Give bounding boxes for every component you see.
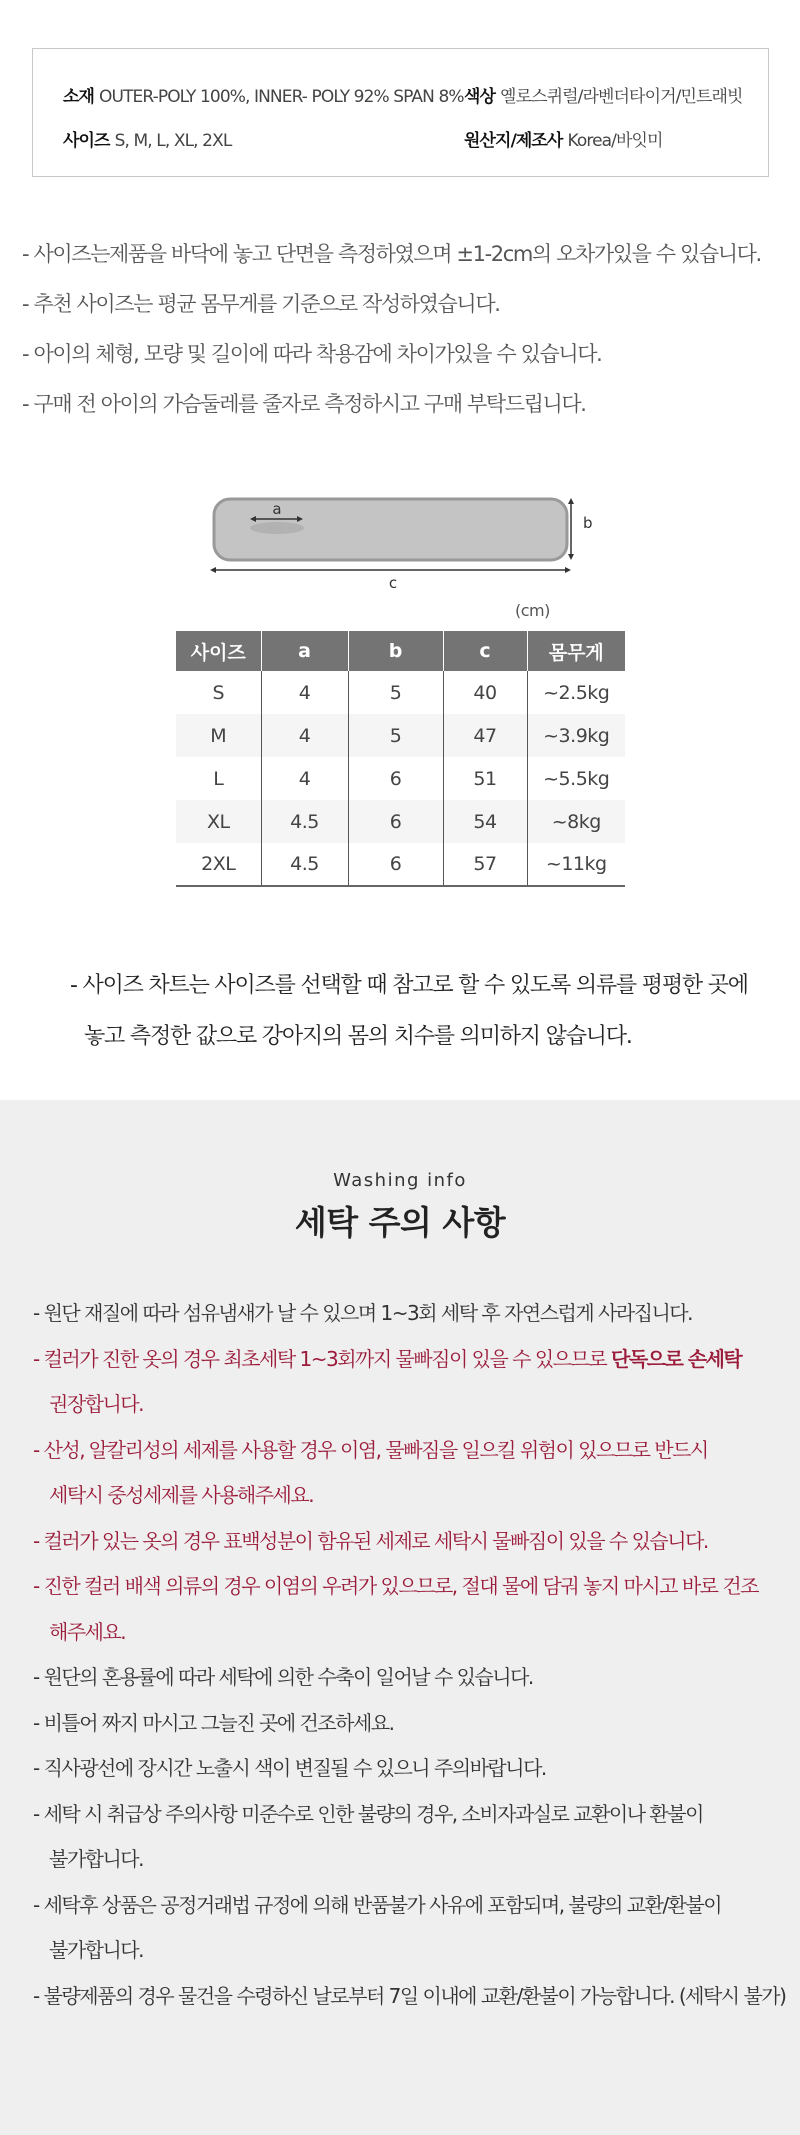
washing-title: 세탁 주의 사항 [294, 1203, 506, 1242]
header-size: 사이즈 [176, 631, 261, 671]
spec-material [63, 82, 464, 107]
cell-weight: ~3.9kg [527, 714, 625, 757]
cell-a: 4.5 [261, 800, 348, 843]
washing-item-text: 세탁시 중성세제를 사용해주세요. [49, 1483, 314, 1507]
table-row [176, 800, 625, 843]
arrowhead-icon [568, 554, 574, 560]
washing-list [33, 1291, 795, 2019]
cell-a: 4 [261, 671, 348, 714]
washing-item-text: - 원단의 혼용률에 따라 세탁에 의한 수축이 일어날 수 있습니다. [33, 1665, 533, 1689]
collar-inner-shade [250, 522, 304, 534]
table-row [176, 843, 625, 886]
table-row [176, 714, 625, 757]
washing-item-text: - 세탁 시 취급상 주의사항 미준수로 인한 불량의 경우, 소비자과실로 교환이나 환불이 [33, 1801, 703, 1826]
washing-item [33, 1428, 795, 1474]
size-notes [22, 229, 792, 429]
label-a: a [272, 500, 282, 518]
washing-item-text: 권장합니다. [49, 1392, 143, 1416]
cell-size: L [213, 767, 224, 790]
spec-material-value: OUTER-POLY 100%, INNER- POLY 92% SPAN 8% [99, 87, 464, 107]
size-note: - 아이의 체형, 모량 및 길이에 따라 착용감에 차이가있을 수 있습니다. [22, 342, 602, 366]
cell-weight: ~11kg [527, 843, 625, 886]
washing-item [33, 1837, 795, 1883]
spec-origin-value: Korea/바잇미 [567, 131, 663, 151]
measurement-diagram [205, 492, 605, 592]
washing-item [33, 1701, 795, 1747]
cell-size: S [212, 681, 225, 704]
washing-item [33, 1655, 795, 1701]
cell-a: 4.5 [261, 843, 348, 886]
washing-item-text: 해주세요. [49, 1619, 126, 1644]
label-c: c [388, 574, 398, 592]
chart-note-line: 놓고 측정한 값으로 강아지의 몸의 치수를 의미하지 않습니다. [84, 1024, 632, 1049]
washing-item-text: 불가합니다. [49, 1938, 143, 1962]
spec-size-value: S, M, L, XL, 2XL [114, 131, 232, 151]
cell-c: 54 [443, 800, 527, 843]
washing-item [33, 1382, 795, 1428]
spec-origin-label: 원산지/제조사 [464, 131, 563, 151]
header-a: a [261, 631, 348, 671]
washing-item [33, 1564, 795, 1610]
washing-item [33, 1337, 795, 1383]
cell-b: 5 [348, 714, 443, 757]
unit-label: (cm) [515, 601, 550, 620]
cell-weight: ~2.5kg [527, 671, 625, 714]
washing-item [33, 1610, 795, 1656]
product-spec-box [32, 48, 769, 177]
size-note: - 구매 전 아이의 가슴둘레를 줄자로 측정하시고 구매 부탁드립니다. [22, 392, 586, 416]
washing-subtitle: Washing info [333, 1170, 467, 1191]
cell-c: 40 [443, 671, 527, 714]
washing-item-text: - 컬러가 있는 옷의 경우 표백성분이 함유된 세제로 세탁시 물빠짐이 있을 수 있습니다. [33, 1528, 708, 1553]
size-table [176, 631, 625, 887]
washing-item-text: - 진한 컬러 배색 의류의 경우 이염의 우려가 있으므로, 절대 물에 담궈 놓지 마시고 바로 건조 [33, 1574, 758, 1598]
arrowhead-icon [565, 567, 571, 573]
size-chart-note [70, 960, 770, 1062]
spec-size-label: 사이즈 [63, 131, 110, 151]
arrowhead-icon [210, 567, 216, 573]
cell-size: 2XL [176, 843, 261, 886]
washing-item-text: - 비틀어 짜지 마시고 그늘진 곳에 건조하세요. [33, 1710, 394, 1735]
table-row [176, 671, 625, 714]
cell-weight: ~8kg [527, 800, 625, 843]
spec-size [63, 126, 231, 151]
washing-info-section [0, 1100, 800, 2135]
cell-c: 47 [443, 714, 527, 757]
cell-b: 6 [348, 757, 443, 800]
spec-color [464, 82, 743, 107]
cell-c: 51 [443, 757, 527, 800]
cell-weight: ~5.5kg [527, 757, 625, 800]
washing-item-text: - 컬러가 진한 옷의 경우 최초세탁 1~3회까지 물빠짐이 있을 수 있으므로 [33, 1346, 611, 1371]
washing-item-text: - 직사광선에 장시간 노출시 색이 변질될 수 있으니 주의바랍니다. [33, 1756, 546, 1780]
washing-item [33, 1974, 795, 2020]
arrowhead-icon [568, 498, 574, 504]
table-row [176, 757, 625, 800]
washing-item-emphasis: 단독으로 손세탁 [611, 1346, 742, 1371]
cell-c: 57 [443, 843, 527, 886]
size-note: - 추천 사이즈는 평균 몸무게를 기준으로 작성하였습니다. [22, 292, 500, 316]
size-note: - 사이즈는제품을 바닥에 놓고 단면을 측정하였으며 ±1-2cm의 오차가있을 수 있습니다. [22, 242, 761, 266]
cell-b: 6 [348, 843, 443, 886]
washing-item-text: - 산성, 알칼리성의 세제를 사용할 경우 이염, 물빠짐을 일으킬 위험이 있으므로 반드시 [33, 1437, 708, 1462]
washing-item [33, 1792, 795, 1838]
header-c: c [443, 631, 527, 671]
chart-note-line: - 사이즈 차트는 사이즈를 선택할 때 참고로 할 수 있도록 의류를 평평한 곳에 [70, 973, 748, 998]
spec-color-label: 색상 [464, 87, 496, 107]
spec-color-value: 옐로스퀴럴/라벤더타이거/민트래빗 [500, 87, 743, 107]
washing-item [33, 1746, 795, 1792]
table-header-row [176, 631, 625, 671]
label-b: b [583, 514, 593, 532]
washing-item-text: - 세탁후 상품은 공정거래법 규정에 의해 반품불가 사유에 포함되며, 불량의 교환/환불이 [33, 1892, 722, 1917]
washing-item-text: - 불량제품의 경우 물건을 수령하신 날로부터 7일 이내에 교환/환불이 가능합니다. (세탁시 불가) [33, 1983, 786, 2008]
cell-size: XL [176, 800, 261, 843]
header-b: b [348, 631, 443, 671]
washing-item [33, 1519, 795, 1565]
cell-a: 4 [261, 714, 348, 757]
washing-item [33, 1928, 795, 1974]
washing-item [33, 1291, 795, 1337]
header-weight: 몸무게 [527, 631, 625, 671]
cell-b: 6 [348, 800, 443, 843]
cell-a: 4 [261, 757, 348, 800]
washing-item-text: 불가합니다. [49, 1847, 143, 1871]
washing-item [33, 1473, 795, 1519]
cell-b: 5 [348, 671, 443, 714]
spec-origin [464, 126, 663, 151]
washing-item [33, 1883, 795, 1929]
spec-material-label: 소재 [63, 87, 95, 107]
washing-item-text: - 원단 재질에 따라 섬유냄새가 날 수 있으며 1~3회 세탁 후 자연스럽게 사라집니다. [33, 1301, 692, 1325]
cell-size: M [176, 714, 261, 757]
